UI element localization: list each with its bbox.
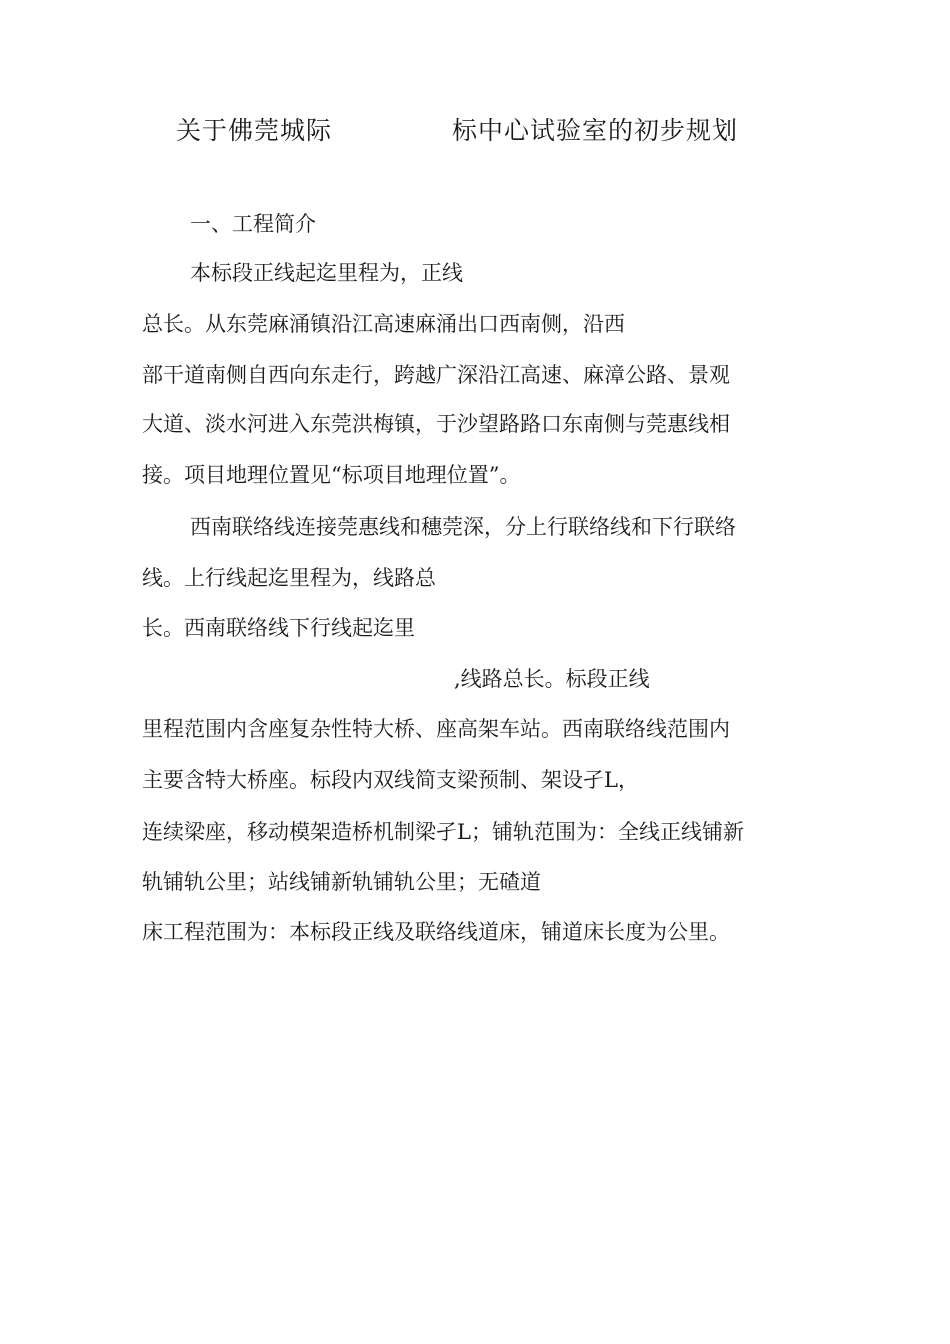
paragraph-line: 本标段正线起迄里程为，正线 <box>190 261 463 285</box>
document-title-part-1: 关于佛莞城际 <box>176 116 333 145</box>
paragraph-line: 大道、淡水河进入东莞洪梅镇，于沙望路路口东南侧与莞惠线相 <box>142 412 730 436</box>
paragraph-line: 长。西南联络线下行线起迄里 <box>142 616 415 640</box>
document-title-part-2: 标中心试验室的初步规划 <box>452 116 739 145</box>
section-heading: 一、工程简介 <box>190 212 316 236</box>
paragraph-line: 线。上行线起迄里程为，线路总 <box>142 566 436 590</box>
paragraph-line: 主要含特大桥座。标段内双线简支梁预制、架设孑L， <box>142 768 639 792</box>
paragraph-line: 部干道南侧自西向东走行，跨越广深沿江高速、麻漳公路、景观 <box>142 363 730 387</box>
paragraph-line: ,线路总长。标段正线 <box>454 667 650 691</box>
paragraph-line: 连续梁座，移动模架造桥机制梁孑L；铺轨范围为：全线正线铺新 <box>142 820 744 844</box>
paragraph-line: 里程范围内含座复杂性特大桥、座高架车站。西南联络线范围内 <box>142 717 730 741</box>
paragraph-line: 轨铺轨公里；站线铺新轨铺轨公里；无碴道 <box>142 870 541 894</box>
paragraph-line: 接。项目地理位置见“标项目地理位置”。 <box>142 463 521 487</box>
paragraph-line: 床工程范围为：本标段正线及联络线道床，铺道床长度为公里。 <box>142 920 730 944</box>
paragraph-line: 西南联络线连接莞惠线和穗莞深，分上行联络线和下行联络 <box>190 515 736 539</box>
paragraph-line: 总长。从东莞麻涌镇沿江高速麻涌出口西南侧，沿西 <box>142 312 625 336</box>
